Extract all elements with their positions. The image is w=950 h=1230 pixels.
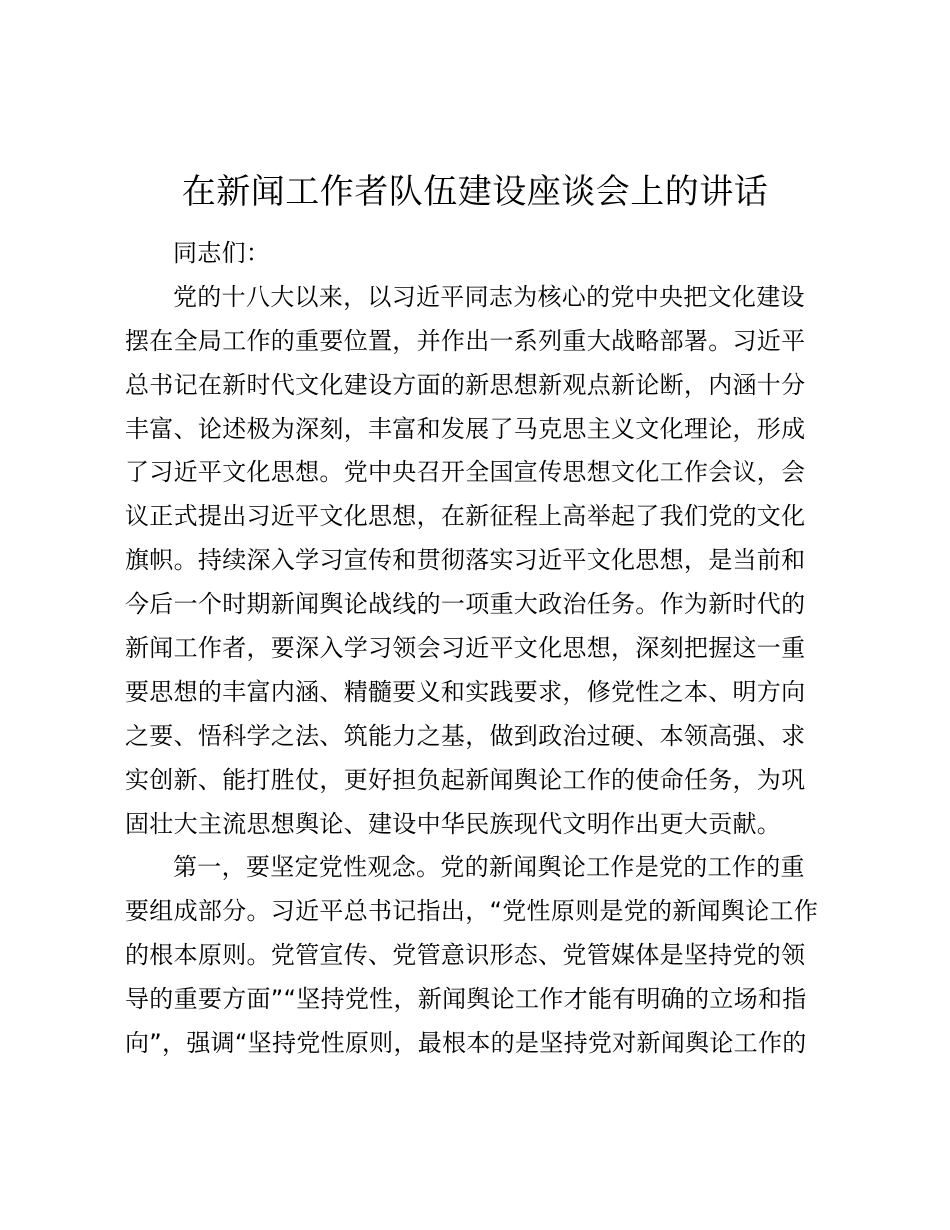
- paragraph-line: 导的重要方面”“坚持党性，新闻舆论工作才能有明确的立场和指: [125, 985, 807, 1014]
- paragraph-line: 议正式提出习近平文化思想，在新征程上高举起了我们党的文化: [125, 502, 806, 531]
- paragraph-line: 新闻工作者，要深入学习领会习近平文化思想，深刻把握这一重: [125, 634, 806, 663]
- paragraph-line: 要组成部分。习近平总书记指出，“党性原则是党的新闻舆论工作: [125, 897, 819, 926]
- paragraph-line: 旗帜。持续深入学习宣传和贯彻落实习近平文化思想，是当前和: [125, 546, 806, 575]
- paragraph-line: 总书记在新时代文化建设方面的新思想新观点新论断，内涵十分: [125, 370, 806, 399]
- paragraph-line: 实创新、能打胜仗，更好担负起新闻舆论工作的使命任务，为巩: [125, 765, 806, 794]
- paragraph-line: 要思想的丰富内涵、精髓要义和实践要求，修党性之本、明方向: [125, 677, 806, 706]
- paragraph-line: 摆在全局工作的重要位置，并作出一系列重大战略部署。习近平: [125, 326, 806, 355]
- paragraph-line: 第一，要坚定党性观念。党的新闻舆论工作是党的工作的重: [173, 853, 805, 882]
- paragraph-line: 今后一个时期新闻舆论战线的一项重大政治任务。作为新时代的: [125, 590, 806, 619]
- paragraph-line: 向”，强调“坚持党性原则，最根本的是坚持党对新闻舆论工作的: [125, 1029, 807, 1058]
- paragraph-line: 了习近平文化思想。党中央召开全国宣传思想文化工作会议，会: [125, 458, 806, 487]
- paragraph-line: 党的十八大以来，以习近平同志为核心的党中央把文化建设: [173, 282, 805, 311]
- document-title: 在新闻工作者队伍建设座谈会上的讲话: [181, 172, 769, 212]
- paragraph-line: 固壮大主流思想舆论、建设中华民族现代文明作出更大贡献。: [125, 809, 782, 838]
- paragraph-line: 之要、悟科学之法、筑能力之基，做到政治过硬、本领高强、求: [125, 721, 806, 750]
- paragraph-line: 丰富、论述极为深刻，丰富和发展了马克思主义文化理论，形成: [125, 414, 806, 443]
- salutation-line: 同志们：: [173, 239, 271, 267]
- document-body: [125, 232, 845, 1066]
- paragraph-line: 的根本原则。党管宣传、党管意识形态、党管媒体是坚持党的领: [125, 941, 806, 970]
